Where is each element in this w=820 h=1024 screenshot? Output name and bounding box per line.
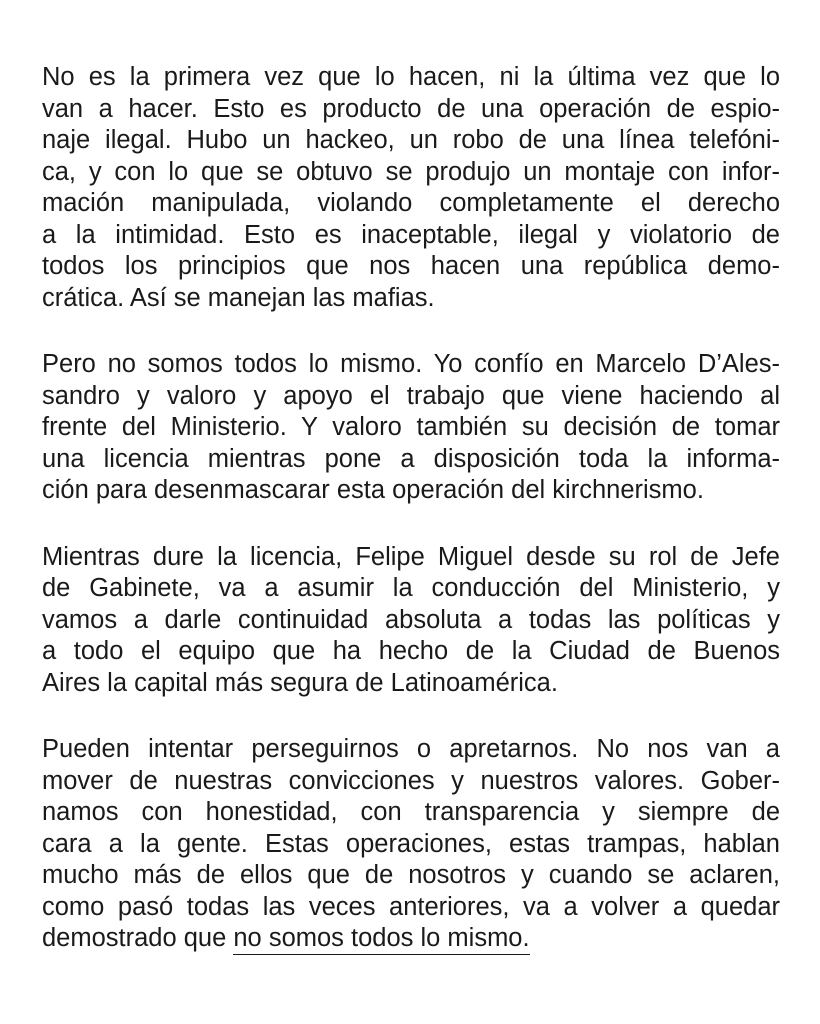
text-line: todos los principios que nos hacen una república demo- <box>42 252 780 280</box>
text-line: Mientras dure la licencia, Felipe Miguel desde su rol de Jefe <box>42 542 780 571</box>
text-line: mover de nuestras convicciones y nuestros valores. Gober- <box>42 766 780 795</box>
text-line: van a hacer. Esto es producto de una operación de espio- <box>42 94 780 123</box>
closing-line-prefix: demostrado que <box>42 924 234 952</box>
text-line: frente del Ministerio. Y valoro también su decisión de tomar <box>42 413 780 441</box>
text-line: sandro y valoro y apoyo el trabajo que viene haciendo al <box>42 381 780 410</box>
paragraph-1 <box>42 62 780 314</box>
text-line: a la intimidad. Esto es inaceptable, ilegal y violatorio de <box>42 220 780 249</box>
text-line: cara a la gente. Estas operaciones, estas trampas, hablan <box>42 829 780 858</box>
paragraph-2 <box>42 349 780 507</box>
closing-line <box>42 923 780 955</box>
paragraph-3 <box>42 542 780 700</box>
text-line: No es la primera vez que lo hacen, ni la última vez que lo <box>42 63 780 91</box>
underlined-slogan: no somos todos lo mismo. <box>233 925 529 955</box>
text-line: ción para desenmascarar esta operación del kirchnerismo. <box>42 476 704 504</box>
text-line: Pero no somos todos lo mismo. Yo confío en Marcelo D’Ales- <box>42 350 780 378</box>
text-line: namos con honestidad, con transparencia y siempre de <box>42 798 780 826</box>
text-line: Aires la capital más segura de Latinoamérica. <box>42 668 558 697</box>
paragraph-4 <box>42 734 780 955</box>
text-line: crática. Así se manejan las mafias. <box>42 283 435 312</box>
text-line: de Gabinete, va a asumir la conducción del Ministerio, y <box>42 574 780 602</box>
text-line: vamos a darle continuidad absoluta a todas las políticas y <box>42 605 780 634</box>
statement-document <box>42 62 780 990</box>
text-line: Pueden intentar perseguirnos o apretarnos. No nos van a <box>42 735 780 763</box>
text-line: mación manipulada, violando completamente el derecho <box>42 189 780 217</box>
text-line: ca, y con lo que se obtuvo se produjo un montaje con infor- <box>42 157 780 186</box>
text-line: a todo el equipo que ha hecho de la Ciudad de Buenos <box>42 637 780 665</box>
text-line: una licencia mientras pone a disposición toda la informa- <box>42 444 780 473</box>
text-line: como pasó todas las veces anteriores, va a volver a quedar <box>42 892 780 921</box>
text-line: mucho más de ellos que de nosotros y cuando se aclaren, <box>42 861 780 889</box>
text-line: naje ilegal. Hubo un hackeo, un robo de una línea telefóni- <box>42 126 780 154</box>
